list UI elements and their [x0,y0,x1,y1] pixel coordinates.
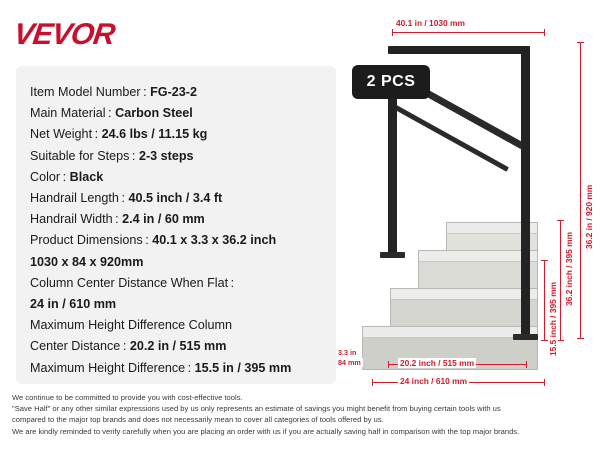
spec-row [30,167,336,188]
disclaimer-line-1: We continue to be committed to provide you with cost-effective tools. [12,393,243,402]
spec-value: 40.5 inch / 3.4 ft [128,191,223,206]
spec-label: Maximum Height Difference Column [30,318,233,333]
handrail-right-post [521,46,530,336]
spec-row [30,103,336,124]
spec-label: Color : [30,169,67,184]
spec-value: 15.5 in / 395 mm [194,360,292,375]
disclaimer-text [12,392,590,437]
product-illustration [336,8,594,388]
spec-row [30,188,336,209]
spec-label: Center Distance : [30,339,127,354]
spec-row [30,315,336,336]
spec-row [30,252,336,273]
dimension-bottom-inner-label: 20.2 inch / 515 mm [400,358,475,368]
spec-value: 24 in / 610 mm [30,297,117,312]
step-tread [391,289,537,300]
dimension-right-mid-height-label: 36.2 inch / 395 mm [564,231,574,306]
brand-name: VEVOR [11,18,117,51]
quantity-badge: 2 PCS [352,65,430,99]
step-3 [418,250,538,290]
spec-row [30,294,336,315]
spec-label: Net Weight : [30,127,99,142]
spec-row [30,336,336,357]
spec-label: Maximum Height Difference : [30,360,192,375]
spec-label: Main Material : [30,106,112,121]
handrail-top-bar [388,46,530,54]
spec-label: Item Model Number : [30,85,147,99]
specification-panel [16,66,336,384]
vevor-logo [11,18,117,52]
spec-value: 2.4 in / 60 mm [122,212,205,227]
disclaimer-line-3: compared to the major top brands and does not necessarily mean to cover all categories of tools offered by us. [12,415,384,425]
spec-value: FG-23-2 [150,85,197,99]
spec-value: 24.6 lbs / 11.15 kg [101,127,208,142]
spec-value: 2-3 steps [138,148,194,163]
spec-label: Handrail Length : [30,191,125,206]
spec-label: Suitable for Steps : [30,148,136,163]
dimension-depth-label-inches: 3.3 in [338,348,357,357]
spec-row [30,273,336,294]
step-2 [390,288,538,328]
spec-row [30,230,336,251]
dimension-depth-label-mm: 84 mm [338,358,361,367]
dimension-right-outer-height-label: 36.2 in / 920 mm [584,184,594,249]
spec-row [30,146,336,167]
handrail-right-base-plate [513,334,538,340]
disclaimer-line-2: "Save Half" or any other similar expressions used by us only represents an estimate of savings you might benefit from buying certain tools with us [12,404,501,414]
spec-value: 20.2 in / 515 mm [129,339,227,354]
spec-label: Column Center Distance When Flat : [30,275,235,290]
dimension-bottom-outer-label: 24 inch / 610 mm [400,376,468,386]
spec-value: 40.1 x 3.3 x 36.2 inch [152,233,277,248]
spec-value: Carbon Steel [115,106,193,121]
spec-row [30,82,336,103]
spec-value: 1030 x 84 x 920mm [30,254,144,269]
spec-value: Black [69,169,104,184]
spec-label: Product Dimensions : [30,233,149,248]
disclaimer-line-4: We are kindly reminded to verify carefully when you are placing an order with us if you are actually saving half in comparison with the top major brands. [12,426,520,436]
dimension-top-width-label: 40.1 in / 1030 mm [396,18,465,28]
spec-row [30,209,336,230]
handrail-left-post [388,82,397,254]
handrail-middle-bar [393,104,509,171]
spec-row [30,358,336,379]
step-tread [363,327,537,338]
handrail-left-base-plate [380,252,405,258]
step-tread [419,251,537,262]
dimension-right-inner-height-label: 15.5 inch / 395 mm [548,281,558,356]
spec-row [30,124,336,145]
specification-list [16,76,336,379]
spec-label: Handrail Width : [30,212,119,227]
